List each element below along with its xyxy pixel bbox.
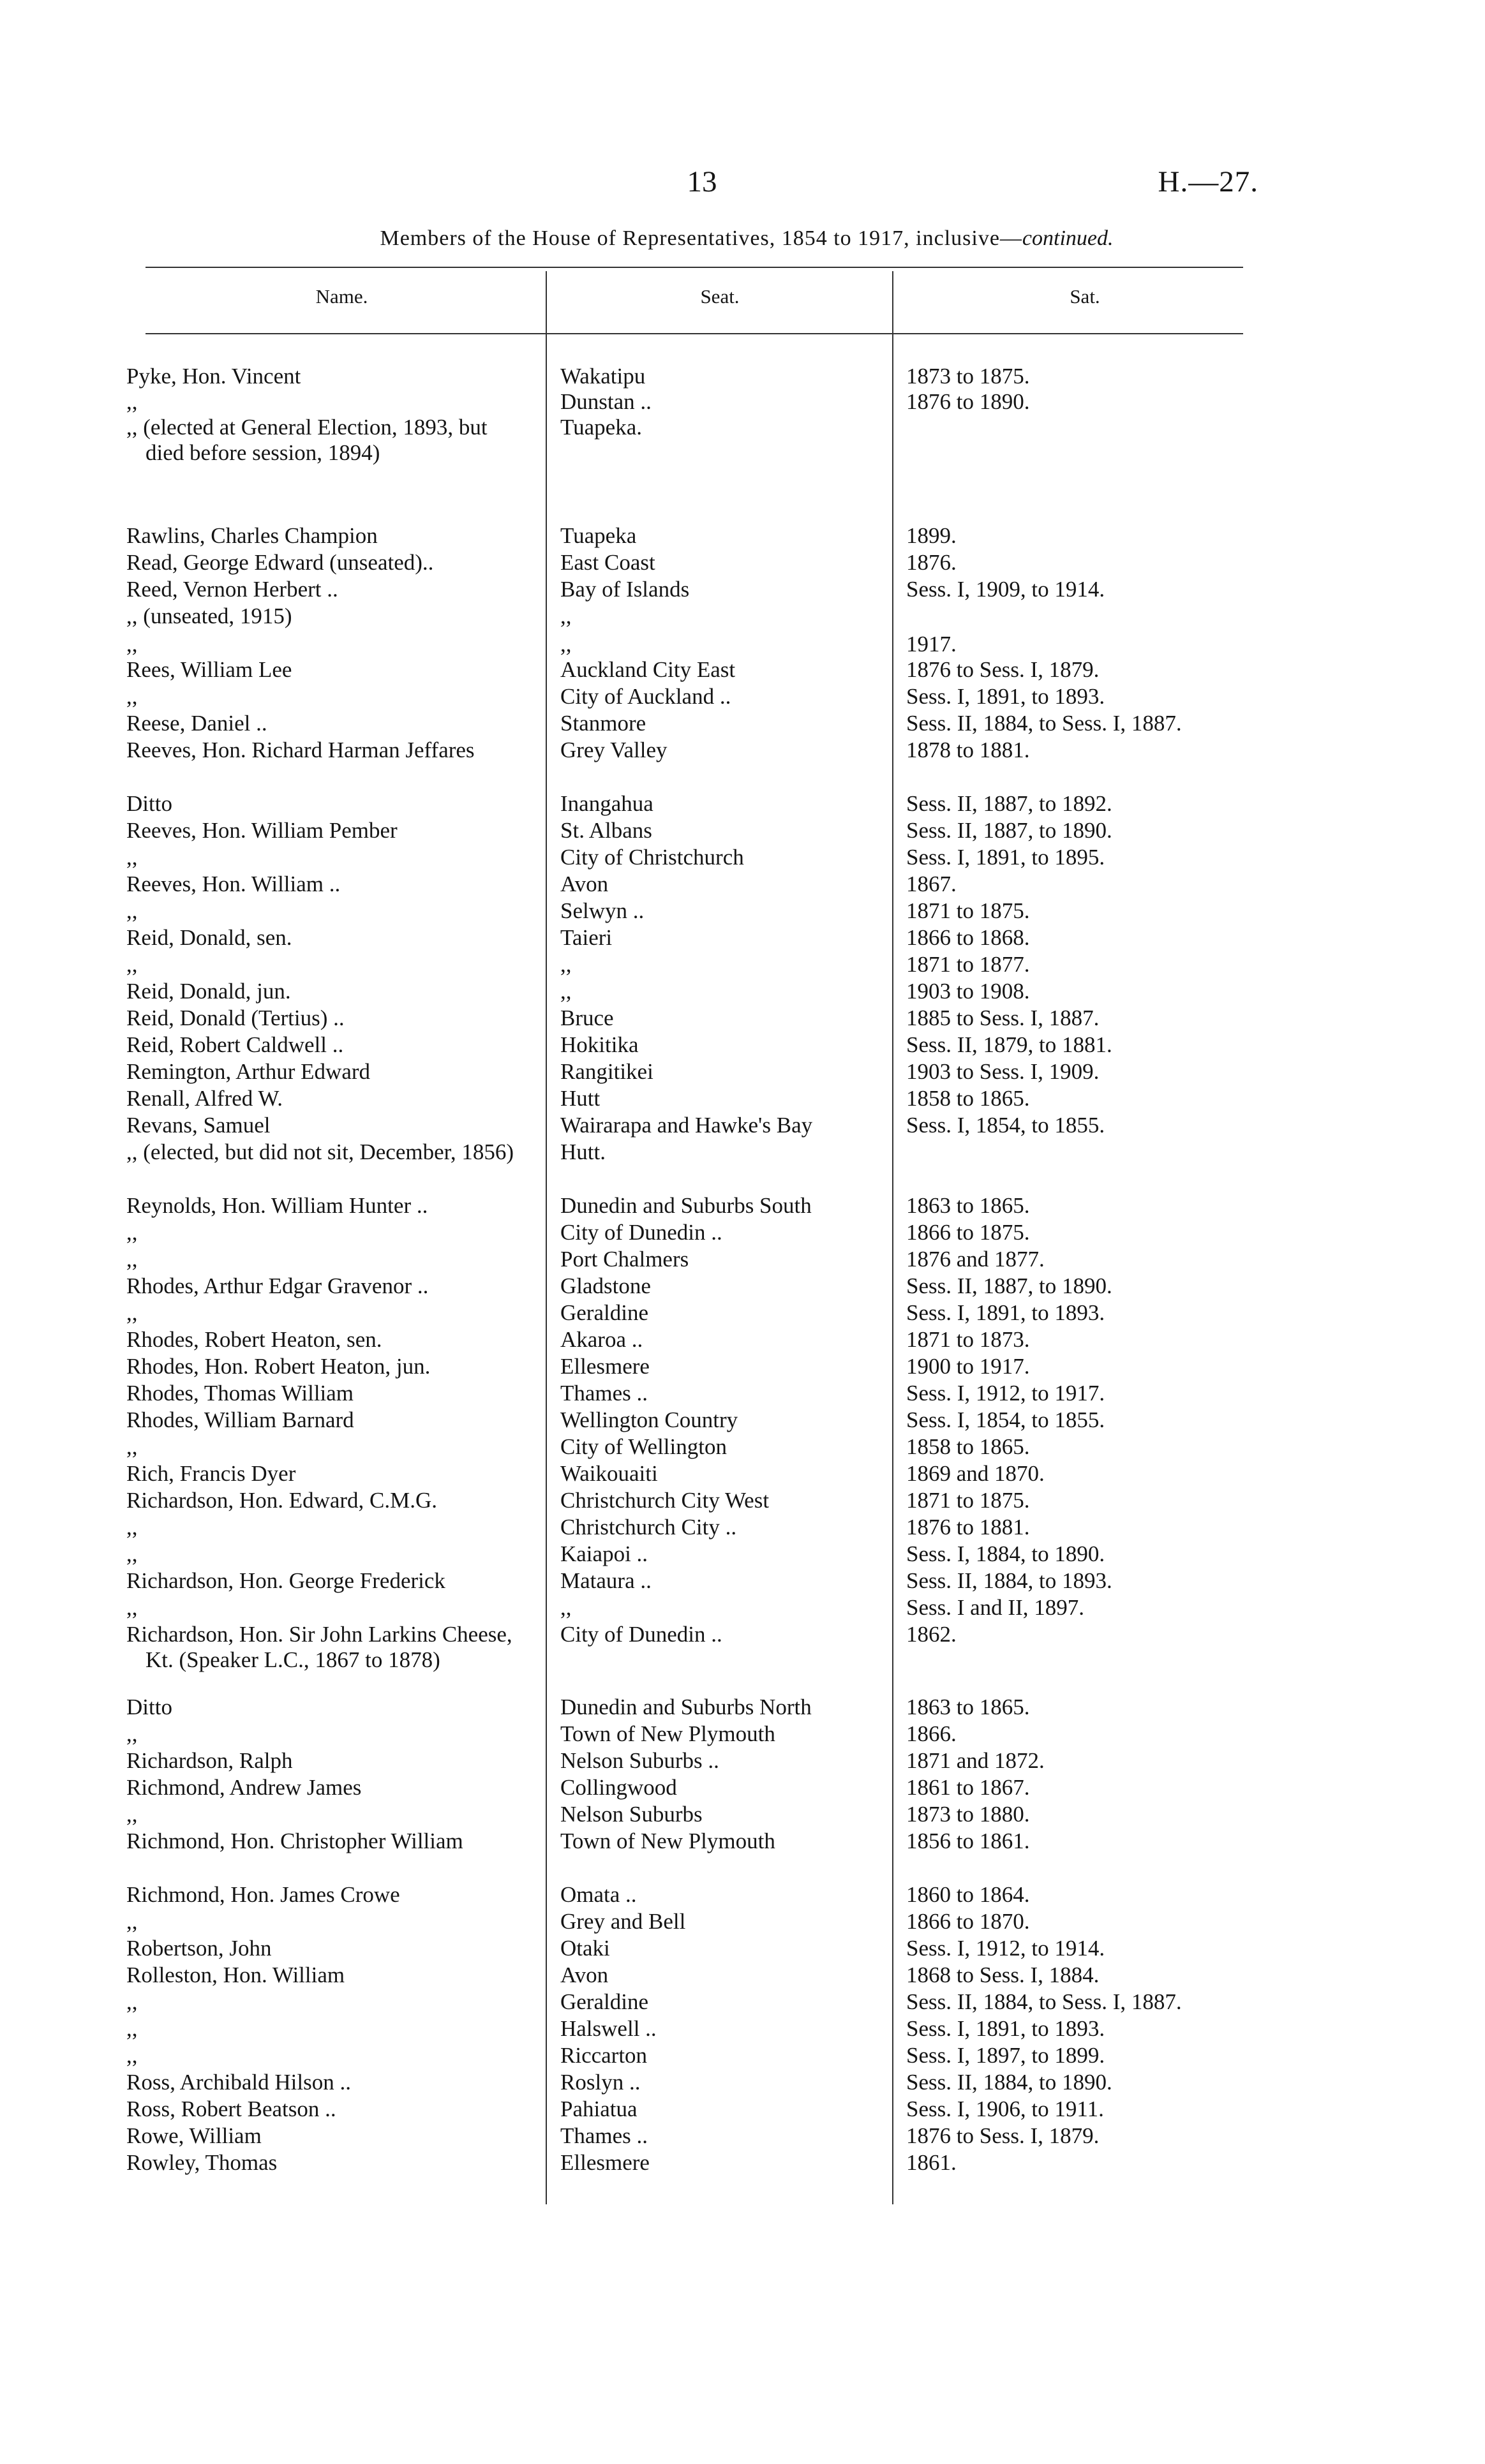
member-seat: Taieri: [560, 925, 613, 950]
member-sat: Sess. I, 1912, to 1914.: [906, 1936, 1105, 1961]
member-sat: 1876 to Sess. I, 1879.: [906, 657, 1100, 682]
member-seat: City of Christchurch: [560, 845, 744, 870]
member-name: Richardson, Hon. Edward, C.M.G.: [126, 1488, 438, 1513]
member-seat: Selwyn ..: [560, 898, 645, 923]
member-name: ,,: [126, 845, 138, 870]
member-sat: Sess. I, 1854, to 1855.: [906, 1113, 1105, 1138]
member-name: ,,: [126, 1989, 138, 2014]
column-header-seat: Seat.: [700, 285, 740, 308]
member-seat: Geraldine: [560, 1300, 648, 1325]
member-seat: Hutt.: [560, 1139, 606, 1164]
member-name: Renall, Alfred W.: [126, 1086, 283, 1111]
member-name: Reid, Donald (Tertius) ..: [126, 1006, 345, 1030]
member-name: Reeves, Hon. William Pember: [126, 818, 398, 843]
member-seat: Mataura ..: [560, 1568, 652, 1593]
table-top-rule: [146, 267, 1243, 268]
member-sat: Sess. I, 1854, to 1855.: [906, 1407, 1105, 1432]
member-name: Reynolds, Hon. William Hunter ..: [126, 1193, 428, 1218]
member-seat: Otaki: [560, 1936, 610, 1961]
member-name: Rowe, William: [126, 2123, 262, 2148]
member-seat: Port Chalmers: [560, 1247, 689, 1272]
member-seat: Auckland City East: [560, 657, 736, 682]
member-sat: 1876 and 1877.: [906, 1247, 1045, 1272]
member-name: Richmond, Hon. Christopher William: [126, 1829, 463, 1853]
column-header-sat: Sat.: [1070, 285, 1100, 308]
member-name: ,,: [126, 632, 138, 657]
member-sat: 1871 to 1875.: [906, 898, 1030, 923]
member-name: Rich, Francis Dyer: [126, 1461, 296, 1486]
document-reference: H.—27.: [1158, 165, 1258, 198]
member-sat: 1899.: [906, 523, 957, 548]
member-sat: 1871 to 1873.: [906, 1327, 1030, 1352]
member-name: ,,: [126, 684, 138, 709]
member-sat: 1885 to Sess. I, 1887.: [906, 1006, 1100, 1030]
member-name: Rowley, Thomas: [126, 2150, 278, 2175]
member-name: Richmond, Hon. James Crowe: [126, 1882, 400, 1907]
member-sat: 1866 to 1870.: [906, 1909, 1030, 1934]
member-seat: Town of New Plymouth: [560, 1721, 775, 1746]
member-seat: ,,: [560, 1595, 572, 1620]
member-name: Reese, Daniel ..: [126, 711, 267, 736]
table-caption: [128, 226, 1366, 251]
member-seat: Gladstone: [560, 1273, 651, 1298]
member-sat: 1867.: [906, 872, 957, 896]
member-seat: City of Dunedin ..: [560, 1622, 722, 1647]
member-seat: Omata ..: [560, 1882, 637, 1907]
member-seat: ,,: [560, 632, 572, 657]
member-seat: ,,: [560, 952, 572, 977]
member-sat: Sess. II, 1887, to 1890.: [906, 1273, 1112, 1298]
member-seat: Hutt: [560, 1086, 601, 1111]
member-name: Ross, Archibald Hilson ..: [126, 2070, 351, 2095]
member-name: ,,: [126, 1802, 138, 1827]
member-name: Robertson, John: [126, 1936, 272, 1961]
member-sat: 1860 to 1864.: [906, 1882, 1030, 1907]
member-name: Richardson, Ralph: [126, 1748, 293, 1773]
member-seat: Ellesmere: [560, 1354, 650, 1379]
member-seat: Halswell ..: [560, 2016, 657, 2041]
member-sat: Sess. II, 1884, to 1893.: [906, 1568, 1112, 1593]
member-seat: Town of New Plymouth: [560, 1829, 775, 1853]
member-sat: 1868 to Sess. I, 1884.: [906, 1963, 1100, 1987]
member-sat: Sess. II, 1884, to 1890.: [906, 2070, 1112, 2095]
member-seat: Ellesmere: [560, 2150, 650, 2175]
member-sat: Sess. II, 1879, to 1881.: [906, 1032, 1112, 1057]
member-sat: Sess. II, 1887, to 1890.: [906, 818, 1112, 843]
member-sat: 1873 to 1880.: [906, 1802, 1030, 1827]
column-header-name: Name.: [315, 285, 368, 308]
member-name: Richmond, Andrew James: [126, 1775, 362, 1800]
member-sat: 1878 to 1881.: [906, 738, 1030, 762]
member-sat: 1862.: [906, 1622, 957, 1647]
member-sat: 1876 to 1890.: [906, 389, 1030, 414]
member-sat: 1871 to 1875.: [906, 1488, 1030, 1513]
member-name: Ditto: [126, 791, 172, 816]
member-name: Rhodes, William Barnard: [126, 1407, 354, 1432]
member-sat: 1863 to 1865.: [906, 1695, 1030, 1719]
member-name: Rhodes, Robert Heaton, sen.: [126, 1327, 382, 1352]
member-name: ,,: [126, 1220, 138, 1245]
member-seat: Akaroa ..: [560, 1327, 643, 1352]
member-sat: 1900 to 1917.: [906, 1354, 1030, 1379]
member-name: ,,: [126, 1595, 138, 1620]
member-seat: Collingwood: [560, 1775, 677, 1800]
member-name: ,,: [126, 1434, 138, 1459]
member-sat: 1861.: [906, 2150, 957, 2175]
member-seat: Tuapeka.: [560, 415, 643, 440]
member-seat: Rangitikei: [560, 1059, 653, 1084]
member-seat: Wairarapa and Hawke's Bay: [560, 1113, 813, 1138]
member-name: ,,: [126, 2043, 138, 2068]
member-seat: Grey Valley: [560, 738, 668, 762]
member-seat: St. Albans: [560, 818, 652, 843]
member-name: Rees, William Lee: [126, 657, 292, 682]
member-sat: 1903 to 1908.: [906, 979, 1030, 1004]
member-sat: 1863 to 1865.: [906, 1193, 1030, 1218]
member-name: ,,: [126, 389, 138, 414]
member-seat: ,,: [560, 604, 572, 628]
member-name: ,, (unseated, 1915): [126, 604, 292, 628]
member-sat: 1866 to 1875.: [906, 1220, 1030, 1245]
member-seat: City of Dunedin ..: [560, 1220, 722, 1245]
member-sat: 1876 to Sess. I, 1879.: [906, 2123, 1100, 2148]
member-sat: 1876.: [906, 550, 957, 575]
member-seat: Stanmore: [560, 711, 646, 736]
member-sat: 1869 and 1870.: [906, 1461, 1045, 1486]
member-name: ,,: [126, 1541, 138, 1566]
member-name: ,,: [126, 2016, 138, 2041]
member-name: ,, (elected at General Election, 1893, but died before session, 1894): [126, 415, 488, 465]
member-name: ,,: [126, 1909, 138, 1934]
member-sat: Sess. I, 1897, to 1899.: [906, 2043, 1105, 2068]
member-name: ,,: [126, 952, 138, 977]
page-number: 13: [687, 165, 717, 198]
member-sat: 1861 to 1867.: [906, 1775, 1030, 1800]
member-seat: Christchurch City ..: [560, 1515, 737, 1540]
member-name: ,,: [126, 1247, 138, 1272]
member-name: Reid, Donald, jun.: [126, 979, 291, 1004]
member-name: ,,: [126, 1721, 138, 1746]
member-seat: Riccarton: [560, 2043, 648, 2068]
member-seat: Grey and Bell: [560, 1909, 686, 1934]
member-seat: Nelson Suburbs ..: [560, 1748, 719, 1773]
member-sat: Sess. I, 1912, to 1917.: [906, 1381, 1105, 1406]
member-seat: Kaiapoi ..: [560, 1541, 648, 1566]
member-name: Rhodes, Hon. Robert Heaton, jun.: [126, 1354, 431, 1379]
member-seat: Dunstan ..: [560, 389, 652, 414]
table-header-rule: [146, 333, 1243, 334]
member-seat: Hokitika: [560, 1032, 639, 1057]
member-name: Ross, Robert Beatson ..: [126, 2097, 336, 2121]
member-name: Richardson, Hon. Sir John Larkins Cheese, Kt. (Speaker L.C., 1867 to 1878): [126, 1622, 512, 1672]
member-sat: 1871 to 1877.: [906, 952, 1030, 977]
member-seat: Dunedin and Suburbs North: [560, 1695, 812, 1719]
member-seat: Dunedin and Suburbs South: [560, 1193, 812, 1218]
member-seat: Wakatipu: [560, 364, 646, 389]
member-sat: 1876 to 1881.: [906, 1515, 1030, 1540]
member-sat: Sess. I, 1884, to 1890.: [906, 1541, 1105, 1566]
member-seat: Inangahua: [560, 791, 653, 816]
member-name: Reid, Donald, sen.: [126, 925, 292, 950]
member-sat: 1866 to 1868.: [906, 925, 1030, 950]
member-name: Pyke, Hon. Vincent: [126, 364, 301, 389]
member-seat: Waikouaiti: [560, 1461, 658, 1486]
member-sat: 1858 to 1865.: [906, 1434, 1030, 1459]
member-sat: 1871 and 1872.: [906, 1748, 1045, 1773]
member-name: ,,: [126, 1300, 138, 1325]
member-seat: City of Wellington: [560, 1434, 727, 1459]
member-sat: Sess. I, 1891, to 1893.: [906, 2016, 1105, 2041]
member-name: Remington, Arthur Edward: [126, 1059, 371, 1084]
member-name: ,,: [126, 898, 138, 923]
member-seat: Thames ..: [560, 2123, 648, 2148]
member-sat: 1856 to 1861.: [906, 1829, 1030, 1853]
member-name: Richardson, Hon. George Frederick: [126, 1568, 445, 1593]
member-name: Reeves, Hon. Richard Harman Jeffares: [126, 738, 475, 762]
caption-continued: continued.: [1022, 226, 1114, 250]
member-name: Read, George Edward (unseated)..: [126, 550, 434, 575]
member-name: Ditto: [126, 1695, 172, 1719]
member-seat: Tuapeka: [560, 523, 637, 548]
member-sat: Sess. I, 1891, to 1893.: [906, 684, 1105, 709]
member-seat: ,,: [560, 979, 572, 1004]
member-seat: Thames ..: [560, 1381, 648, 1406]
member-seat: Pahiatua: [560, 2097, 638, 2121]
member-sat: 1903 to Sess. I, 1909.: [906, 1059, 1100, 1084]
member-name: Revans, Samuel: [126, 1113, 271, 1138]
member-name: ,, (elected, but did not sit, December, 1856): [126, 1139, 514, 1164]
member-name: Reed, Vernon Herbert ..: [126, 577, 338, 602]
member-sat: Sess. II, 1884, to Sess. I, 1887.: [906, 711, 1182, 736]
member-sat: 1858 to 1865.: [906, 1086, 1030, 1111]
column-divider-2: [892, 271, 893, 2204]
member-sat: Sess. II, 1884, to Sess. I, 1887.: [906, 1989, 1182, 2014]
member-sat: Sess. I, 1909, to 1914.: [906, 577, 1105, 602]
member-name: Rawlins, Charles Champion: [126, 523, 378, 548]
member-sat: 1873 to 1875.: [906, 364, 1030, 389]
member-name: Rhodes, Arthur Edgar Gravenor ..: [126, 1273, 429, 1298]
member-name: Reid, Robert Caldwell ..: [126, 1032, 344, 1057]
member-name: ,,: [126, 1515, 138, 1540]
member-seat: Christchurch City West: [560, 1488, 770, 1513]
member-sat: 1866.: [906, 1721, 957, 1746]
member-seat: Roslyn ..: [560, 2070, 641, 2095]
member-sat: 1917.: [906, 632, 957, 657]
member-sat: Sess. II, 1887, to 1892.: [906, 791, 1112, 816]
member-seat: Wellington Country: [560, 1407, 738, 1432]
member-sat: Sess. I, 1891, to 1895.: [906, 845, 1105, 870]
column-divider-1: [546, 271, 547, 2204]
member-seat: Avon: [560, 1963, 609, 1987]
caption-main: Members of the House of Representatives, 1854 to 1917, inclusive—: [380, 226, 1022, 250]
member-seat: City of Auckland ..: [560, 684, 731, 709]
member-seat: Bay of Islands: [560, 577, 690, 602]
member-name: Rolleston, Hon. William: [126, 1963, 345, 1987]
member-seat: Nelson Suburbs: [560, 1802, 703, 1827]
member-sat: Sess. I, 1891, to 1893.: [906, 1300, 1105, 1325]
member-sat: Sess. I, 1906, to 1911.: [906, 2097, 1104, 2121]
member-seat: East Coast: [560, 550, 655, 575]
member-name: Rhodes, Thomas William: [126, 1381, 354, 1406]
member-seat: Geraldine: [560, 1989, 648, 2014]
member-name: Reeves, Hon. William ..: [126, 872, 341, 896]
member-seat: Bruce: [560, 1006, 614, 1030]
member-seat: Avon: [560, 872, 609, 896]
member-sat: Sess. I and II, 1897.: [906, 1595, 1084, 1620]
